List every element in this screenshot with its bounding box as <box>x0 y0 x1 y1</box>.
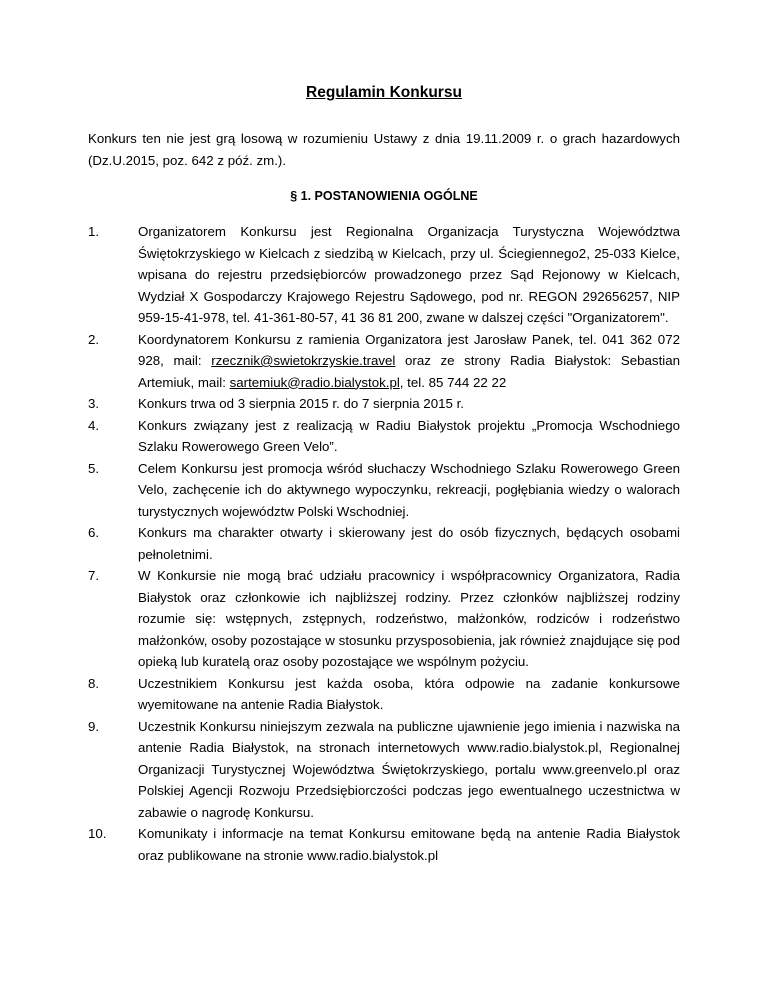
item-number: 1. <box>88 224 100 239</box>
item-text <box>138 329 680 394</box>
item-text: Uczestnikiem Konkursu jest każda osoba, która odpowie na zadanie konkursowe wyemitowane na antenie Radia Białystok. <box>138 675 680 712</box>
item-text-part: Koordynatorem Konkursu z ramienia Organizatora jest Jarosław Panek, tel. 041 362 072 928, mail: <box>138 331 680 368</box>
list-item <box>88 393 680 415</box>
item-text: Konkurs związany jest z realizacją w Radiu Białystok projektu „Promocja Wschodniego Szlaku Rowerowego Green Velo”. <box>138 417 680 454</box>
list-item <box>88 823 680 866</box>
item-number: 10. <box>88 826 107 841</box>
item-text: Uczestnik Konkursu niniejszym zezwala na publiczne ujawnienie jego imienia i nazwiska na antenie Radia Białystok, na stronach internetowych www.radio.bialystok.pl, Regionalnej Organizacji Turystycznej Województwa Świętokrzyskiego, portalu www.greenvelo.pl oraz Polskiej Agencji Rozwoju Przedsiębiorczości podczas jego ewentualnego uczestnictwa w zabawie o nagrodę Konkursu. <box>138 718 680 820</box>
item-text-part: oraz ze strony Radia Białystok: Sebastian Artemiuk, mail: <box>138 353 681 390</box>
item-text: W Konkursie nie mogą brać udziału pracownicy i współpracownicy Organizatora, Radia Białystok oraz członkowie ich najbliższej rodziny. Przez członków najbliższej rodziny rozumie się: wstępnych, zstępnych, rodzeństwo, małżonków, rodziców i rodzeństwo małżonków, osoby pozostające w stosunku przysposobienia, jak również znajdujące się pod opieką lub kuratelą oraz osoby pozostające we wspólnym pożyciu. <box>138 568 680 669</box>
item-number: 9. <box>88 718 100 734</box>
item-text: Komunikaty i informacje na temat Konkursu emitowane będą na antenie Radia Białystok oraz publikowane na stronie www.radio.bialystok.pl <box>138 826 680 863</box>
regulations-list <box>88 221 680 866</box>
item-number: 4. <box>88 417 100 433</box>
item-number: 7. <box>88 568 100 583</box>
list-item <box>88 415 680 458</box>
document-title: Regulamin Konkursu <box>306 84 462 101</box>
list-item <box>88 522 680 565</box>
list-item <box>88 458 680 523</box>
list-item <box>88 329 680 394</box>
item-number: 6. <box>88 525 100 540</box>
item-number: 3. <box>88 396 100 411</box>
section-heading: § 1. POSTANOWIENIA OGÓLNE <box>290 189 478 203</box>
list-item <box>88 673 680 716</box>
email-link-sartemiuk[interactable]: sartemiuk@radio.bialystok.pl <box>229 374 400 390</box>
list-item <box>88 716 680 824</box>
item-text: Konkurs trwa od 3 sierpnia 2015 r. do 7 sierpnia 2015 r. <box>138 396 464 411</box>
list-item <box>88 221 680 329</box>
item-text-part: , tel. 85 744 22 22 <box>399 374 507 390</box>
item-text: Celem Konkursu jest promocja wśród słuchaczy Wschodniego Szlaku Rowerowego Green Velo, zachęcenie ich do aktywnego wypoczynku, rekreacji, pogłębiania wiedzy o walorach turystycznych województw Polski Wschodniej. <box>138 460 680 519</box>
intro-paragraph: Konkurs ten nie jest grą losową w rozumieniu Ustawy z dnia 19.11.2009 r. o grach hazardowych (Dz.U.2015, poz. 642 z póź. zm.). <box>88 131 680 168</box>
list-item <box>88 565 680 673</box>
email-link-rzecznik[interactable]: rzecznik@swietokrzyskie.travel <box>211 353 396 368</box>
item-number: 2. <box>88 331 100 347</box>
item-text: Organizatorem Konkursu jest Regionalna Organizacja Turystyczna Województwa Świętokrzyskiego w Kielcach z siedzibą w Kielcach, przy ul. Ściegiennego2, 25-033 Kielce, wpisana do rejestru przedsiębiorców prowadzonego przez Sąd Rejonowy w Kielcach, Wydział X Gospodarczy Krajowego Rejestru Sądowego, pod nr. REGON 292656257, NIP 959-15-41-978, tel. 41-361-80-57, 41 36 81 200, zwane w dalszej części "Organizatorem". <box>138 224 680 325</box>
item-text: Konkurs ma charakter otwarty i skierowany jest do osób fizycznych, będących osobami pełnoletnimi. <box>138 525 680 562</box>
item-number: 8. <box>88 675 100 691</box>
item-number: 5. <box>88 460 100 476</box>
